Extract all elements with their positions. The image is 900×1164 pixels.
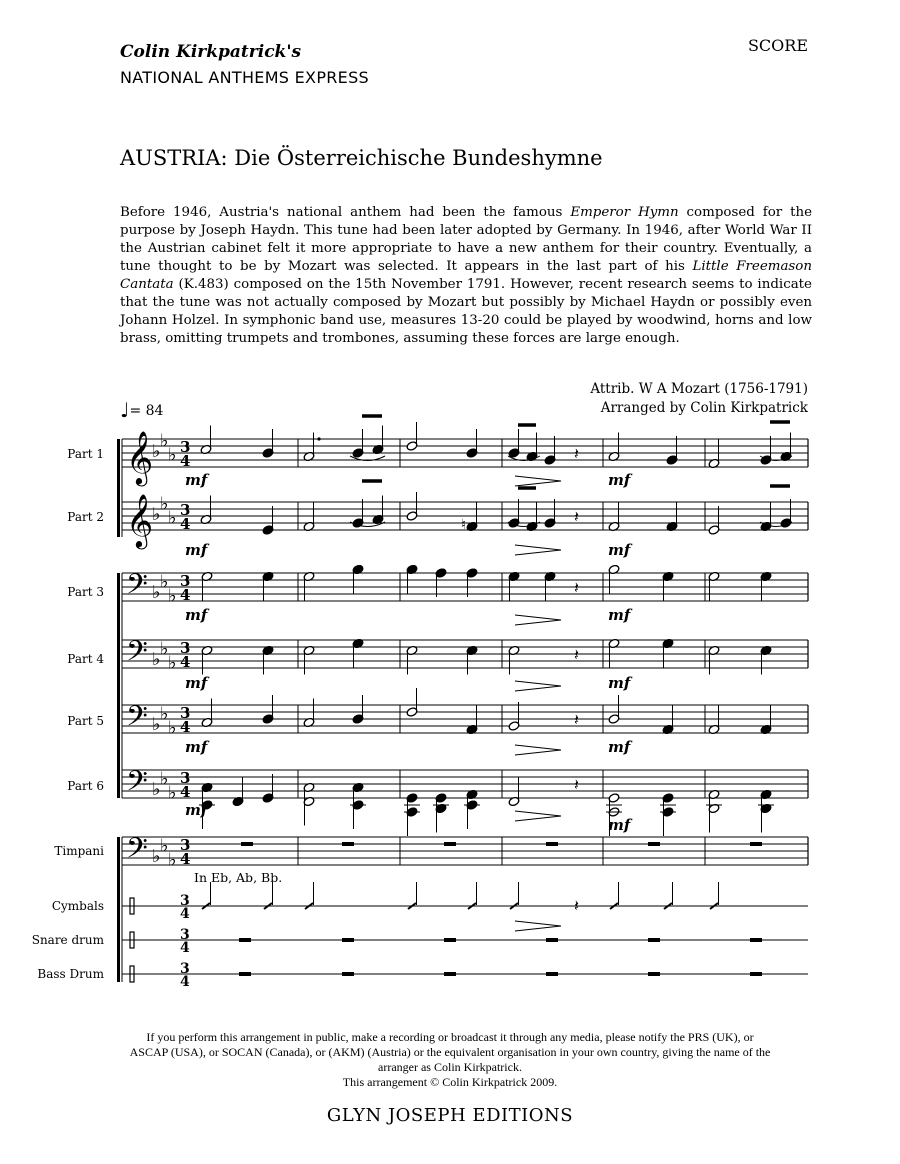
quarter-note bbox=[464, 800, 480, 829]
staff-7 bbox=[122, 832, 808, 872]
percussion-staff-2 bbox=[122, 927, 808, 956]
quarter-note bbox=[406, 564, 418, 593]
quarter-note bbox=[760, 503, 772, 532]
bass-clef-icon: 𝄢 bbox=[126, 700, 148, 740]
quarter-note bbox=[372, 426, 384, 455]
quarter-rest-icon: 𝄽 bbox=[574, 507, 579, 526]
flat-icon: ♭ bbox=[160, 493, 169, 515]
whole-rest-icon bbox=[546, 938, 558, 942]
half-note bbox=[200, 426, 212, 455]
half-note bbox=[710, 882, 719, 909]
part-label-1: Part 1 bbox=[67, 447, 104, 461]
quarter-note bbox=[262, 695, 274, 724]
quarter-note bbox=[466, 645, 478, 674]
quarter-note bbox=[232, 778, 244, 807]
whole-rest-icon bbox=[648, 842, 660, 846]
flat-icon: ♭ bbox=[160, 768, 169, 790]
time-signature-top: 3 bbox=[180, 501, 191, 519]
dynamic-mf: mf bbox=[608, 471, 631, 489]
flat-icon: ♭ bbox=[160, 430, 169, 452]
quarter-note bbox=[435, 568, 447, 597]
part-label-2: Part 2 bbox=[67, 510, 104, 524]
bracket-parts-1-2 bbox=[117, 439, 120, 537]
footer-line-2: ASCAP (USA), or SOCAN (Canada), or (AKM) (Austria) or the equivalent organisation in your own country, giving the name of the bbox=[129, 1045, 771, 1059]
dynamic-mf: mf bbox=[185, 738, 208, 756]
percussion-staff-3 bbox=[122, 961, 808, 990]
time-signature-top: 3 bbox=[180, 927, 190, 943]
whole-rest-icon bbox=[546, 842, 558, 846]
quarter-note bbox=[666, 436, 678, 465]
quarter-note bbox=[352, 695, 364, 724]
time-signature-top: 3 bbox=[180, 438, 191, 456]
quarter-note bbox=[760, 645, 772, 674]
time-signature-bottom: 4 bbox=[180, 515, 191, 533]
time-signature-bottom: 4 bbox=[180, 906, 190, 922]
part-label-timpani: Timpani bbox=[54, 844, 104, 858]
quarter-note bbox=[544, 571, 556, 600]
intro-cantata: Little Freemason Cantata bbox=[120, 259, 812, 292]
bass-clef-icon: 𝄢 bbox=[126, 568, 148, 608]
decrescendo-hairpin bbox=[515, 745, 561, 755]
whole-rest-icon bbox=[342, 842, 354, 846]
time-signature-top: 3 bbox=[180, 836, 191, 854]
quarter-note bbox=[760, 436, 772, 465]
bracket-parts-3-6 bbox=[117, 573, 120, 798]
dynamic-mf: mf bbox=[185, 471, 208, 489]
flat-icon: ♭ bbox=[152, 441, 161, 462]
time-signature-bottom: 4 bbox=[180, 783, 191, 801]
quarter-note bbox=[508, 499, 520, 528]
flat-icon: ♭ bbox=[160, 703, 169, 725]
half-note bbox=[708, 571, 720, 600]
flat-icon: ♭ bbox=[152, 649, 161, 670]
half-note bbox=[303, 433, 315, 462]
quarter-note bbox=[262, 571, 274, 600]
arranger-credit: Arranged by Colin Kirkpatrick bbox=[600, 400, 808, 416]
series-title: NATIONAL ANTHEMS EXPRESS bbox=[120, 68, 370, 87]
dynamic-mf: mf bbox=[608, 606, 631, 624]
decrescendo-hairpin bbox=[515, 681, 561, 691]
half-note bbox=[708, 645, 720, 674]
quarter-rest-icon: 𝄽 bbox=[574, 710, 579, 729]
flat-icon: ♭ bbox=[168, 652, 177, 674]
whole-rest-icon bbox=[444, 972, 456, 976]
quarter-note bbox=[660, 805, 676, 836]
time-signature-bottom: 4 bbox=[180, 974, 190, 990]
quarter-note bbox=[760, 706, 772, 735]
part-label-3: Part 3 bbox=[67, 585, 104, 599]
flat-icon: ♭ bbox=[152, 714, 161, 735]
quarter-note bbox=[664, 882, 673, 909]
staff-5 bbox=[122, 700, 808, 740]
score-label: SCORE bbox=[747, 36, 808, 55]
series-name: Colin Kirkpatrick's bbox=[120, 42, 302, 62]
dynamic-mf: mf bbox=[608, 541, 631, 559]
quarter-note bbox=[466, 429, 478, 458]
quarter-note bbox=[544, 499, 556, 528]
footer-line-1: If you perform this arrangement in public, make a recording or broadcast it through any media, please notify the PRS (UK), or bbox=[146, 1030, 754, 1044]
time-signature-top: 3 bbox=[180, 769, 191, 787]
quarter-note bbox=[662, 638, 674, 667]
flat-icon: ♭ bbox=[168, 782, 177, 804]
half-note bbox=[510, 882, 519, 909]
timpani-tuning-note: In Eb, Ab, Bb. bbox=[194, 870, 283, 885]
decrescendo-hairpin bbox=[515, 476, 561, 486]
whole-rest-icon bbox=[444, 938, 456, 942]
quarter-note bbox=[352, 429, 364, 458]
flat-icon: ♭ bbox=[168, 849, 177, 871]
time-signature-bottom: 4 bbox=[180, 940, 190, 956]
time-signature-top: 3 bbox=[180, 639, 191, 657]
whole-rest-icon bbox=[648, 938, 660, 942]
whole-rest-icon bbox=[750, 972, 762, 976]
flat-icon: ♭ bbox=[152, 846, 161, 867]
dynamic-mf: mf bbox=[185, 541, 208, 559]
staff-1 bbox=[122, 430, 808, 486]
dynamic-mf: mf bbox=[185, 801, 208, 819]
intro-emperor-hymn: Emperor Hymn bbox=[570, 205, 679, 220]
half-note bbox=[305, 882, 314, 909]
half-note bbox=[303, 645, 315, 674]
flat-icon: ♭ bbox=[168, 585, 177, 607]
whole-rest-icon bbox=[546, 972, 558, 976]
whole-rest-icon bbox=[241, 842, 253, 846]
quarter-note bbox=[352, 638, 364, 667]
quarter-note bbox=[662, 706, 674, 735]
quarter-note bbox=[466, 568, 478, 597]
part-label-snare: Snare drum bbox=[31, 933, 104, 947]
whole-rest-icon bbox=[444, 842, 456, 846]
half-note bbox=[406, 492, 418, 521]
flat-icon: ♭ bbox=[152, 582, 161, 603]
time-signature-top: 3 bbox=[180, 704, 191, 722]
quarter-rest-icon: 𝄽 bbox=[574, 444, 579, 463]
part-label-cymbals: Cymbals bbox=[51, 899, 104, 913]
quarter-note bbox=[780, 499, 792, 528]
bass-clef-icon: 𝄢 bbox=[126, 832, 148, 872]
quarter-note bbox=[350, 800, 366, 829]
percussion-staff-1 bbox=[122, 893, 808, 922]
half-note bbox=[201, 699, 213, 728]
quarter-note bbox=[662, 571, 674, 600]
time-signature-top: 3 bbox=[180, 572, 191, 590]
whole-rest-icon bbox=[239, 972, 251, 976]
quarter-note bbox=[466, 706, 478, 735]
whole-rest-icon bbox=[239, 938, 251, 942]
quarter-rest-icon: 𝄽 bbox=[574, 775, 579, 794]
whole-rest-icon bbox=[342, 938, 354, 942]
half-note bbox=[303, 571, 315, 600]
time-signature-top: 3 bbox=[180, 961, 190, 977]
decrescendo-hairpin bbox=[515, 921, 561, 931]
half-note bbox=[706, 803, 722, 832]
decrescendo-hairpin bbox=[515, 811, 561, 821]
flat-icon: ♭ bbox=[160, 638, 169, 660]
part-label-5: Part 5 bbox=[67, 714, 104, 728]
half-note bbox=[406, 645, 418, 674]
quarter-note bbox=[372, 496, 384, 525]
intro-text-1: Before 1946, Austria's national anthem had been the famous bbox=[120, 205, 571, 220]
decrescendo-hairpin bbox=[515, 545, 561, 555]
time-signature-bottom: 4 bbox=[180, 850, 191, 868]
bass-clef-icon: 𝄢 bbox=[126, 635, 148, 675]
decrescendo-hairpin bbox=[515, 615, 561, 625]
time-signature-bottom: 4 bbox=[180, 653, 191, 671]
half-note bbox=[202, 882, 211, 909]
staff-6 bbox=[122, 765, 808, 805]
staff-4 bbox=[122, 635, 808, 675]
flat-icon: ♭ bbox=[152, 779, 161, 800]
half-note bbox=[708, 440, 720, 469]
half-note bbox=[406, 688, 418, 717]
half-note bbox=[608, 695, 620, 724]
half-note bbox=[608, 433, 620, 462]
quarter-note bbox=[508, 571, 520, 600]
quarter-note bbox=[433, 803, 449, 832]
flat-icon: ♭ bbox=[168, 717, 177, 739]
part-label-4: Part 4 bbox=[67, 652, 104, 666]
quarter-note bbox=[666, 503, 678, 532]
dot bbox=[317, 437, 320, 440]
dynamic-mf: mf bbox=[608, 674, 631, 692]
dynamic-mf: mf bbox=[185, 606, 208, 624]
flat-icon: ♭ bbox=[160, 835, 169, 857]
tempo-value: = 84 bbox=[129, 403, 164, 419]
whole-rest-icon bbox=[750, 938, 762, 942]
whole-rest-icon bbox=[342, 972, 354, 976]
quarter-rest-icon: 𝄽 bbox=[574, 896, 579, 915]
quarter-rest-icon: 𝄽 bbox=[574, 645, 579, 664]
quarter-note bbox=[526, 503, 538, 532]
quarter-note bbox=[352, 564, 364, 593]
intro-text-3: (K.483) composed on the 15th November 1791. However, recent research seems to indicate that the tune was not actually composed by Mozart but possibly by Michael Haydn or possibly even Johann Holzel. In symphonic band use, measures 13-20 could be played by woodwind, horns and low brass, omitting trumpets and trombones, assuming these forces are large enough. bbox=[120, 277, 812, 346]
footer-line-3: arranger as Colin Kirkpatrick. bbox=[378, 1060, 522, 1074]
bass-clef-icon: 𝄢 bbox=[126, 765, 148, 805]
half-note bbox=[303, 796, 315, 825]
natural-icon: ♮ bbox=[461, 517, 467, 533]
half-note bbox=[610, 882, 619, 909]
half-note bbox=[608, 638, 620, 667]
half-note bbox=[408, 882, 417, 909]
half-note bbox=[708, 706, 720, 735]
treble-clef-icon: 𝄞 bbox=[126, 493, 154, 547]
footer-line-4: This arrangement © Colin Kirkpatrick 2009. bbox=[342, 1075, 558, 1089]
quarter-note bbox=[262, 429, 274, 458]
half-note bbox=[608, 564, 620, 593]
staff-3 bbox=[122, 568, 808, 608]
page-title: AUSTRIA: Die Österreichische Bundeshymne bbox=[120, 146, 603, 170]
time-signature-bottom: 4 bbox=[180, 452, 191, 470]
half-note bbox=[508, 778, 520, 807]
whole-rest-icon bbox=[750, 842, 762, 846]
half-note bbox=[303, 503, 315, 532]
composer-credit: Attrib. W A Mozart (1756-1791) bbox=[590, 381, 808, 397]
half-note bbox=[201, 645, 213, 674]
copyright-footer bbox=[0, 1030, 900, 1090]
half-note bbox=[406, 422, 418, 451]
whole-rest-icon bbox=[648, 972, 660, 976]
time-signature-bottom: 4 bbox=[180, 718, 191, 736]
quarter-note bbox=[262, 774, 274, 803]
publisher: GLYN JOSEPH EDITIONS bbox=[326, 1105, 574, 1126]
quarter-note bbox=[264, 882, 273, 909]
flat-icon: ♭ bbox=[168, 444, 177, 466]
quarter-note bbox=[262, 506, 274, 535]
quarter-rest-icon: 𝄽 bbox=[574, 578, 579, 597]
quarter-note bbox=[468, 882, 477, 909]
flat-icon: ♭ bbox=[160, 571, 169, 593]
quarter-note bbox=[544, 436, 556, 465]
dynamic-mf: mf bbox=[608, 816, 631, 834]
quarter-note bbox=[404, 805, 420, 836]
half-note bbox=[508, 702, 520, 731]
half-note bbox=[608, 503, 620, 532]
treble-clef-icon: 𝄞 bbox=[126, 430, 154, 484]
flat-icon: ♭ bbox=[168, 507, 177, 529]
quarter-note bbox=[760, 571, 772, 600]
quarter-note bbox=[758, 803, 774, 832]
half-note bbox=[708, 506, 720, 535]
dynamic-mf: mf bbox=[185, 674, 208, 692]
part-label-6: Part 6 bbox=[67, 779, 104, 793]
intro-text-2: composed for the purpose by Joseph Haydn. This tune had been later adopted by Germany. In 1946, after World War II the Austrian cabinet felt it more appropriate to have a new anthem for their country. Eventually, a tune thought to be by Mozart was selected. It appears in the last part of his bbox=[120, 205, 813, 274]
quarter-note bbox=[262, 645, 274, 674]
half-note bbox=[508, 645, 520, 674]
flat-icon: ♭ bbox=[152, 504, 161, 525]
time-signature-bottom: 4 bbox=[180, 586, 191, 604]
half-note bbox=[201, 571, 213, 600]
quarter-note-icon: ♩ bbox=[120, 398, 130, 422]
time-signature-top: 3 bbox=[180, 893, 190, 909]
quarter-note bbox=[508, 429, 520, 458]
half-note bbox=[303, 699, 315, 728]
half-note bbox=[200, 496, 212, 525]
dynamic-mf: mf bbox=[608, 738, 631, 756]
part-label-bass-drum: Bass Drum bbox=[37, 967, 104, 981]
bracket-percussion bbox=[117, 837, 120, 982]
quarter-note bbox=[466, 503, 478, 532]
